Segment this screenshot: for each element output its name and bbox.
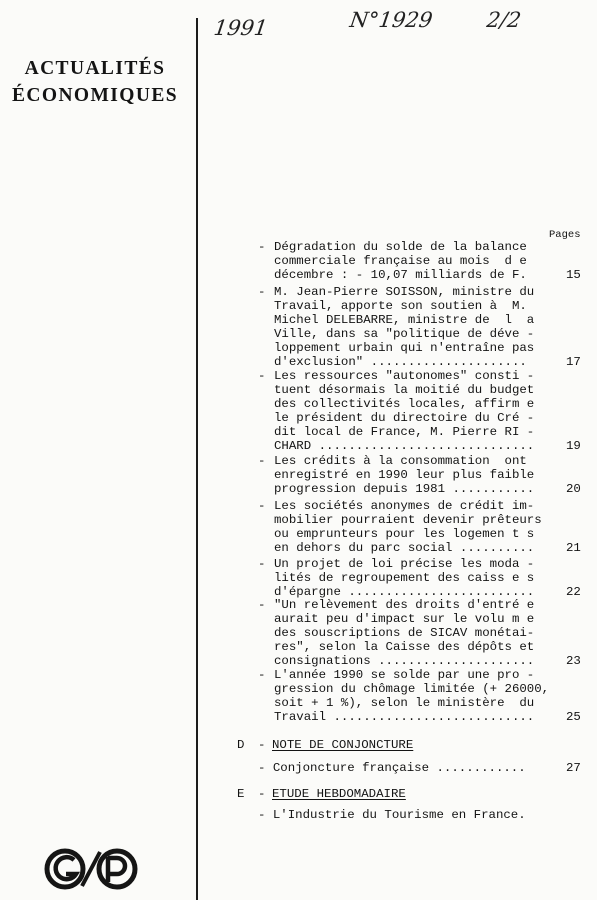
entry-page-number: 15: [566, 268, 581, 282]
entry-text-line: ou emprunteurs pour les logemen t s: [274, 527, 535, 541]
entry-text-line: Michel DELEBARRE, ministre de l a: [274, 313, 535, 327]
entry-dash: -: [258, 454, 266, 468]
entry-text-line: dit local de France, M. Pierre RI -: [274, 425, 535, 439]
section-e-item: - L'Industrie du Tourisme en France.: [258, 808, 526, 822]
section-e-letter: E: [237, 787, 245, 801]
entry-text-line: commerciale française au mois d e: [274, 254, 527, 268]
handwritten-year: 1991: [212, 16, 270, 40]
entry-dash: -: [258, 369, 266, 383]
entry-dash: -: [258, 668, 266, 682]
entry-text-line: Les crédits à la consommation ont: [274, 454, 527, 468]
entry-dash: -: [258, 240, 266, 254]
entry-text-line: Travail, apporte son soutien à M.: [274, 299, 527, 313]
section-d-dash: -: [258, 738, 266, 752]
entry-text-line: des collectivités locales, affirm e: [274, 397, 535, 411]
entry-text-line: Travail ...........................: [274, 710, 535, 724]
entry-text-line: des souscriptions de SICAV monétai-: [274, 626, 535, 640]
entry-text-line: décembre : - 10,07 milliards de F.: [274, 268, 527, 282]
entry-text-line: "Un relèvement des droits d'entré e: [274, 598, 535, 612]
entry-text-line: aurait peu d'impact sur le volu m e: [274, 612, 535, 626]
entry-text-line: le président du directoire du Cré -: [274, 411, 535, 425]
entry-text-line: loppement urbain qui n'entraîne pas: [274, 341, 535, 355]
entry-text-line: consignations .....................: [274, 654, 535, 668]
pages-header: Pages: [549, 229, 581, 241]
entry-text-line: en dehors du parc social ..........: [274, 541, 535, 555]
entry-text-line: d'épargne .........................: [274, 585, 535, 599]
entry-text-line: enregistré en 1990 leur plus faible: [274, 468, 535, 482]
entry-text-line: Dégradation du solde de la balance: [274, 240, 527, 254]
entry-text-line: lités de regroupement des caiss e s: [274, 571, 535, 585]
entry-text-line: L'année 1990 se solde par une pro -: [274, 668, 535, 682]
entry-text-line: M. Jean-Pierre SOISSON, ministre du: [274, 285, 535, 299]
gp-monogram-icon: [44, 848, 139, 894]
entry-page-number: 22: [566, 585, 581, 599]
entry-text-line: res", selon la Caisse des dépôts et: [274, 640, 535, 654]
section-d-letter: D: [237, 738, 245, 752]
entry-text-line: CHARD .............................: [274, 439, 535, 453]
masthead-line-2: ÉCONOMIQUES: [11, 85, 178, 106]
entry-dash: -: [258, 285, 266, 299]
entry-dash: -: [258, 499, 266, 513]
entry-page-number: 23: [566, 654, 581, 668]
section-e-dash: -: [258, 787, 266, 801]
entry-text-line: Les ressources "autonomes" consti -: [274, 369, 535, 383]
entry-page-number: 19: [566, 439, 581, 453]
entry-page-number: 25: [566, 710, 581, 724]
entry-text-line: tuent désormais la moitié du budget: [274, 383, 535, 397]
entry-page-number: 20: [566, 482, 581, 496]
section-d-item: - Conjoncture française ............: [258, 761, 526, 775]
entry-page-number: 17: [566, 355, 581, 369]
entry-text-line: Un projet de loi précise les moda -: [274, 557, 535, 571]
section-e-title: ETUDE HEBDOMADAIRE: [272, 787, 406, 801]
entry-text-line: d'exclusion" .....................: [274, 355, 527, 369]
entry-text-line: progression depuis 1981 ...........: [274, 482, 535, 496]
entry-text-line: soit + 1 %), selon le ministère du: [274, 696, 535, 710]
section-d-title: NOTE DE CONJONCTURE: [272, 738, 414, 752]
handwritten-number: N°1929: [348, 8, 435, 32]
entry-text-line: mobilier pourraient devenir prêteurs: [274, 513, 542, 527]
entry-dash: -: [258, 557, 266, 571]
masthead-line-1: ACTUALITÉS: [24, 58, 166, 79]
entry-dash: -: [258, 598, 266, 612]
section-d-page: 27: [566, 761, 581, 775]
vertical-rule: [196, 18, 198, 900]
entry-text-line: gression du chômage limitée (+ 26000,: [274, 682, 550, 696]
entry-text-line: Les sociétés anonymes de crédit im-: [274, 499, 535, 513]
entry-page-number: 21: [566, 541, 581, 555]
entry-text-line: Ville, dans sa "politique de déve -: [274, 327, 535, 341]
handwritten-part: 2/2: [485, 8, 523, 32]
